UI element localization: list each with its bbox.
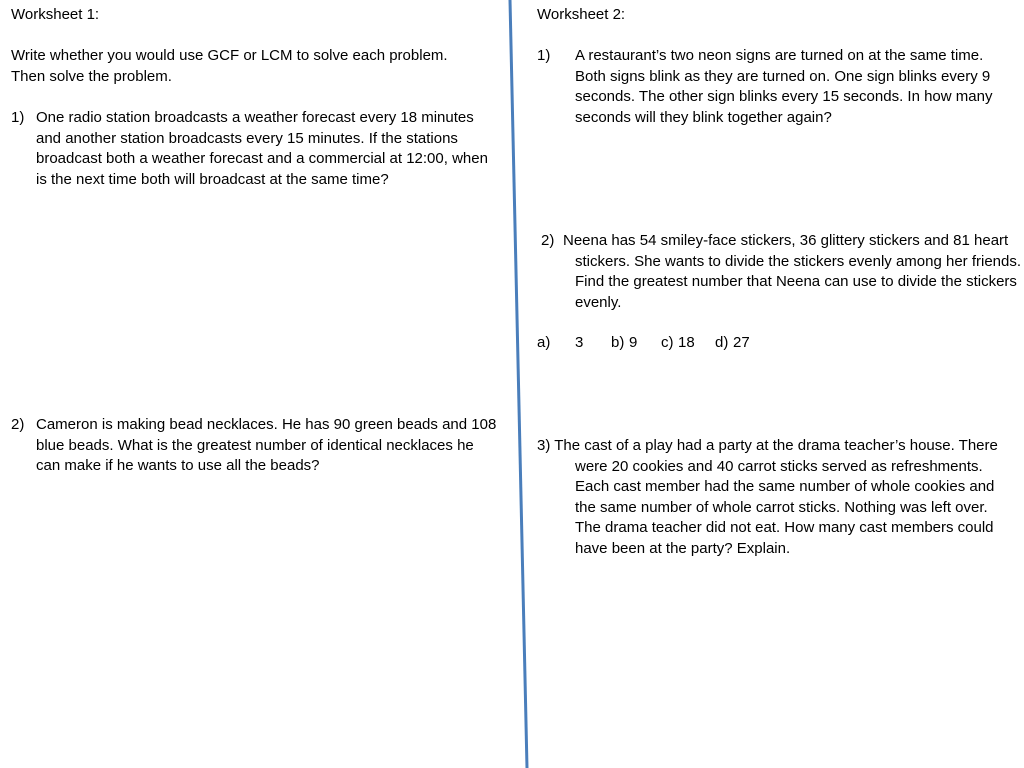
choice-d-label: d) (715, 334, 729, 351)
choice-a-label: a) (537, 334, 551, 351)
problem-text: One radio station broadcasts a weather forecast every 18 minutes and another station broadcasts every 15 minutes. If the stations broadcast both a weather forecast and a commercial at 12:00, when is the next time both will broadcast at the same time? (36, 109, 488, 188)
worksheet-1-problem-2 (11, 415, 501, 477)
choice-b-value: 9 (629, 334, 638, 351)
choice-d-value: 27 (733, 334, 750, 351)
problem-text: Neena has 54 smiley-face stickers, 36 glittery stickers and 81 heart stickers. She wants to divide the stickers evenly among her friends. Find the greatest number that Neena can use to divide the stickers evenly. (563, 232, 1022, 311)
problem-text-wrapper (537, 436, 1017, 559)
worksheet-1-instructions: Write whether you would use GCF or LCM to solve each problem. Then solve the problem. (11, 47, 448, 85)
answer-choices (537, 333, 937, 355)
worksheet-2-problem-1 (537, 46, 1012, 128)
choice-b-label: b) (611, 334, 625, 351)
worksheet-2-title: Worksheet 2: (537, 6, 626, 23)
choice-a-value: 3 (575, 334, 584, 351)
problem-label: 1) (537, 47, 551, 64)
divider-line (510, 0, 527, 768)
problem-label: 2) (11, 416, 25, 433)
worksheet-1-title: Worksheet 1: (11, 6, 100, 23)
problem-text: The cast of a play had a party at the drama teacher’s house. There were 20 cookies and 40 carrot sticks served as refreshments. Each cast member had the same number of whole cookies and the same number of whole carrot sticks. Nothing was left over. The drama teacher did not eat. How many cast members could have been at the party? Explain. (554, 437, 998, 557)
problem-label: 2) (541, 232, 555, 249)
problem-label: 1) (11, 109, 25, 126)
problem-text: Cameron is making bead necklaces. He has 90 green beads and 108 blue beads. What is the greatest number of identical necklaces he can make if he wants to use all the beads? (36, 416, 497, 474)
choice-c-value: 18 (678, 334, 695, 351)
problem-label: 3) (537, 437, 551, 454)
worksheet-2-problem-3 (537, 436, 1017, 559)
problem-text: A restaurant’s two neon signs are turned on at the same time. Both signs blink as they are turned on. One sign blinks every 9 seconds. The other sign blinks every 15 seconds. In how many seconds will they blink together again? (575, 47, 993, 126)
worksheet-1-problem-1 (11, 108, 496, 190)
choice-c-label: c) (661, 334, 674, 351)
worksheet-2-problem-2 (537, 231, 1022, 313)
